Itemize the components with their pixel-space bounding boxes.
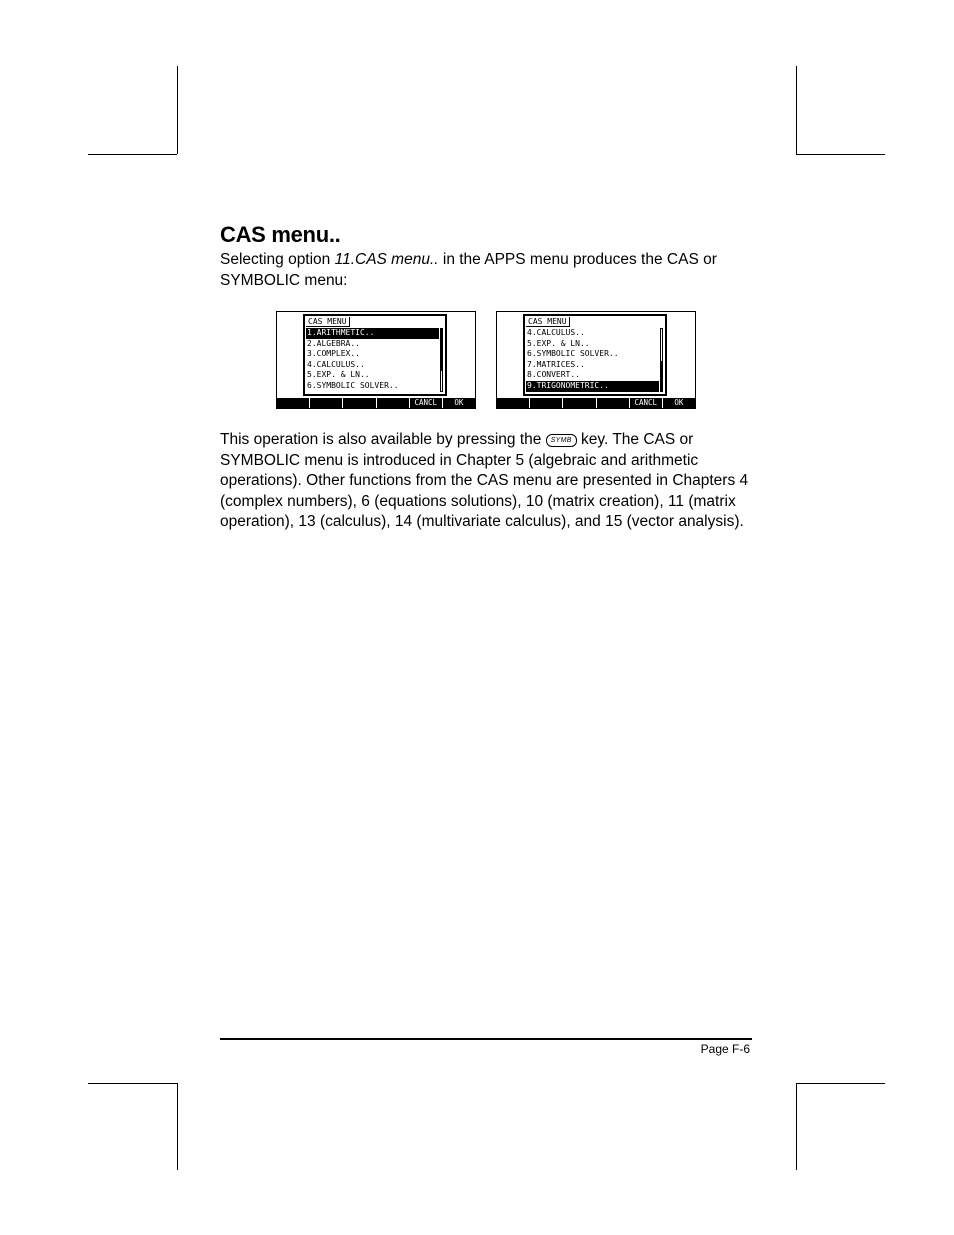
body-paragraph xyxy=(220,430,750,533)
menu-item[interactable]: 8.CONVERT.. xyxy=(527,370,580,380)
page-number: Page F-6 xyxy=(700,1042,750,1056)
softkey[interactable] xyxy=(596,398,629,408)
softkey[interactable] xyxy=(342,398,375,408)
crop-mark xyxy=(177,1083,178,1170)
menu-list xyxy=(526,328,659,392)
cas-menu-dialog xyxy=(303,314,447,396)
crop-mark xyxy=(796,1083,885,1084)
cas-menu-dialog xyxy=(523,314,667,396)
calculator-screenshot-left xyxy=(276,311,476,409)
menu-item[interactable]: 5.EXP. & LN.. xyxy=(527,338,590,348)
crop-mark xyxy=(88,154,177,155)
menu-item[interactable]: 2.ALGEBRA.. xyxy=(307,338,360,348)
crop-mark xyxy=(796,1083,797,1170)
menu-item[interactable]: 3.COMPLEX.. xyxy=(307,349,360,359)
scroll-thumb[interactable] xyxy=(441,329,442,371)
menu-item[interactable]: 7.MATRICES.. xyxy=(527,359,585,369)
crop-mark xyxy=(796,154,885,155)
intro-paragraph xyxy=(220,250,740,291)
cancel-softkey[interactable]: CANCL xyxy=(409,398,442,408)
symb-key-icon: SYMB xyxy=(546,434,577,447)
dialog-title: CAS MENU xyxy=(526,317,570,327)
text-run: Selecting option xyxy=(220,251,335,268)
menu-item[interactable]: 4.CALCULUS.. xyxy=(527,328,585,337)
ok-softkey[interactable]: OK xyxy=(442,398,475,408)
crop-mark xyxy=(88,1083,177,1084)
option-name: 11.CAS menu.. xyxy=(334,251,439,268)
menu-item-selected[interactable]: 9.TRIGONOMETRIC.. xyxy=(526,381,659,392)
softkey[interactable] xyxy=(309,398,342,408)
softkey[interactable] xyxy=(277,398,309,408)
menu-item-selected[interactable]: 1.ARITHMETIC.. xyxy=(306,328,439,339)
softkey[interactable] xyxy=(562,398,595,408)
softkey[interactable] xyxy=(529,398,562,408)
scrollbar[interactable] xyxy=(660,328,663,392)
menu-item[interactable]: 6.SYMBOLIC SOLVER.. xyxy=(527,349,619,359)
footer-rule xyxy=(220,1038,752,1040)
softkey[interactable] xyxy=(497,398,529,408)
section-heading: CAS menu.. xyxy=(220,222,341,247)
softkey[interactable] xyxy=(376,398,409,408)
crop-mark xyxy=(796,66,797,154)
menu-list xyxy=(306,328,439,392)
menu-item[interactable]: 4.CALCULUS.. xyxy=(307,359,365,369)
scroll-thumb[interactable] xyxy=(661,361,662,391)
dialog-title: CAS MENU xyxy=(306,317,350,327)
crop-mark xyxy=(177,66,178,154)
cancel-softkey[interactable]: CANCL xyxy=(629,398,662,408)
scrollbar[interactable] xyxy=(440,328,443,392)
ok-softkey[interactable]: OK xyxy=(662,398,695,408)
menu-item[interactable]: 5.EXP. & LN.. xyxy=(307,370,370,380)
softkey-bar xyxy=(277,398,475,408)
text-run: This operation is also available by pressing the xyxy=(220,431,546,448)
softkey-bar xyxy=(497,398,695,408)
menu-item[interactable]: 6.SYMBOLIC SOLVER.. xyxy=(307,380,399,390)
calculator-screenshot-right xyxy=(496,311,696,409)
text-run: in the APPS menu produces the CAS or SYMBOLIC menu: xyxy=(220,251,717,289)
text-run: key. The CAS or SYMBOLIC menu is introduced in Chapter 5 (algebraic and arithmetic operations). Other functions from the CAS menu are presented in Chapters 4 (complex numbers), 6 (equations solutions), 10 (matrix creation), 11 (matrix operation), 13 (calculus), 14 (multivariate calculus), and 15 (vector analysis). xyxy=(220,431,749,531)
